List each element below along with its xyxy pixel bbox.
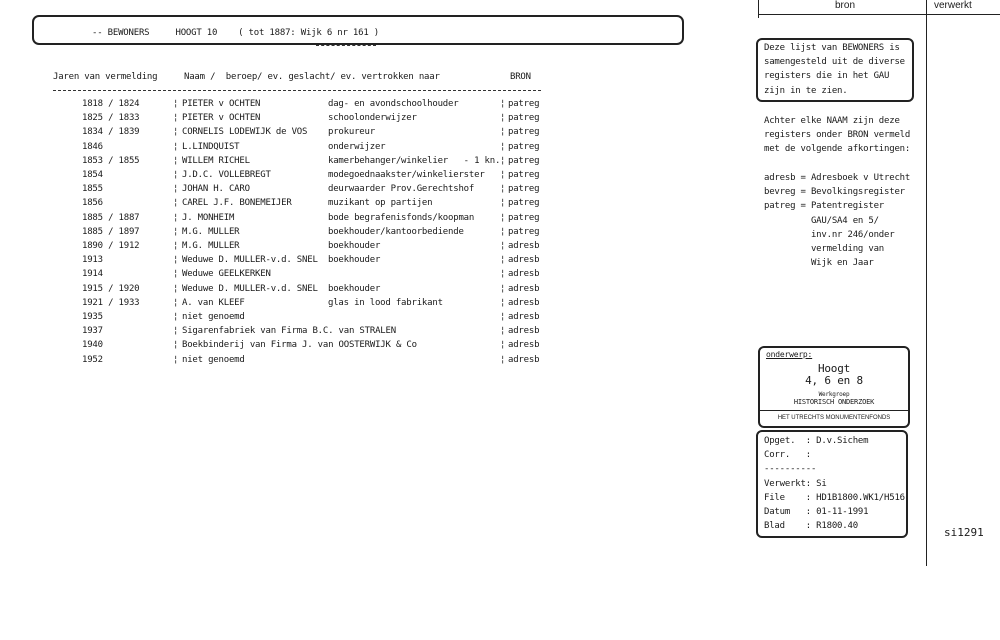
row-source: patreg: [508, 155, 540, 166]
row-separator: ¦: [173, 198, 179, 209]
row-source: adresb: [508, 241, 540, 251]
row-source: adresb: [508, 354, 540, 365]
intro-line: samengesteld uit de diverse: [764, 57, 905, 68]
meta-line: Opget. : D.v.Sichem: [764, 436, 869, 446]
row-separator: ¦: [500, 184, 506, 195]
row-separator: ¦: [173, 155, 179, 166]
legend-intro-line: met de volgende afkortingen:: [764, 144, 911, 155]
bron-label: bron: [834, 0, 855, 11]
rule: [926, 0, 927, 566]
row-source: patreg: [508, 99, 540, 109]
legend-line: bevreg = Bevolkingsregister: [764, 187, 905, 198]
row-separator: ¦: [500, 354, 506, 365]
row-years: 1890 / 1912: [82, 241, 140, 251]
page-code: si1291: [944, 526, 984, 539]
row-years: 1856: [82, 198, 103, 209]
row-separator: ¦: [173, 283, 179, 294]
intro-line: zijn in te zien.: [764, 85, 848, 96]
row-name: L.LINDQUIST: [182, 141, 240, 152]
row-occupation: muzikant op partijen: [328, 198, 433, 209]
row-years: 1885 / 1887: [82, 212, 140, 223]
card-onderwerp: onderwerp:: [766, 350, 813, 359]
row-separator: ¦: [500, 255, 506, 266]
row-separator: ¦: [500, 241, 506, 251]
meta-line: Datum : 01-11-1991: [764, 507, 869, 517]
row-separator: ¦: [500, 326, 506, 337]
row-occupation: glas in lood fabrikant: [328, 297, 443, 308]
row-years: 1885 / 1897: [82, 226, 140, 237]
row-separator: ¦: [173, 312, 179, 322]
row-occupation: schoolonderwijzer: [328, 113, 417, 124]
row-occupation: deurwaarder Prov.Gerechtshof: [328, 184, 475, 195]
row-source: patreg: [508, 141, 540, 152]
legend-intro-line: Achter elke NAAM zijn deze: [764, 116, 900, 126]
row-separator: ¦: [500, 141, 506, 152]
meta-line: ----------: [764, 464, 817, 475]
row-occupation: dag- en avondschoolhouder: [328, 99, 459, 109]
row-occupation: onderwijzer: [328, 141, 386, 152]
row-years: 1846: [82, 141, 103, 152]
meta-line: File : HD1B1800.WK1/H516: [764, 492, 905, 503]
row-source: adresb: [508, 283, 540, 294]
row-separator: ¦: [500, 127, 506, 138]
row-separator: ¦: [173, 340, 179, 351]
row-source: patreg: [508, 226, 540, 237]
row-years: 1825 / 1833: [82, 113, 140, 124]
row-years: 1940: [82, 340, 103, 351]
intro-line: Deze lijst van BEWONERS is: [764, 43, 900, 53]
row-name: Weduwe D. MULLER-v.d. SNEL: [182, 255, 318, 266]
column-years: Jaren van vermelding: [53, 72, 158, 82]
row-name: Weduwe GEELKERKEN: [182, 269, 271, 280]
row-years: 1915 / 1920: [82, 283, 140, 294]
row-separator: ¦: [500, 269, 506, 280]
row-separator: ¦: [173, 170, 179, 180]
row-years: 1834 / 1839: [82, 127, 140, 138]
row-years: 1855: [82, 184, 103, 195]
row-source: adresb: [508, 297, 540, 308]
row-separator: ¦: [500, 113, 506, 124]
row-occupation: bode begrafenisfonds/koopman: [328, 212, 475, 223]
divider-dashed: [53, 90, 541, 91]
row-separator: ¦: [173, 255, 179, 266]
row-separator: ¦: [500, 283, 506, 294]
row-separator: ¦: [173, 226, 179, 237]
row-years: 1935: [82, 312, 103, 322]
row-name: Boekbinderij van Firma J. van OOSTERWIJK & Co: [182, 340, 417, 351]
row-separator: ¦: [500, 198, 506, 209]
meta-line: Corr. :: [764, 450, 811, 461]
row-separator: ¦: [173, 269, 179, 280]
row-years: 1854: [82, 170, 103, 180]
row-years: 1937: [82, 326, 103, 337]
legend-line: Wijk en Jaar: [764, 258, 874, 269]
row-source: patreg: [508, 198, 540, 209]
row-occupation: boekhouder: [328, 241, 381, 251]
row-separator: ¦: [173, 141, 179, 152]
row-separator: ¦: [500, 312, 506, 322]
row-source: adresb: [508, 340, 540, 351]
row-separator: ¦: [500, 226, 506, 237]
document-title: -- BEWONERS HOOGT 10 ( tot 1887: Wijk 6 nr 161 ): [92, 28, 380, 38]
row-separator: ¦: [173, 113, 179, 124]
legend-intro-line: registers onder BRON vermeld: [764, 130, 911, 141]
row-occupation: boekhouder/kantoorbediende: [328, 226, 464, 237]
row-source: patreg: [508, 184, 540, 195]
row-separator: ¦: [173, 127, 179, 138]
legend-line: GAU/SA4 en 5/: [764, 215, 879, 226]
row-occupation: kamerbehanger/winkelier - 1 kn.: [328, 155, 501, 166]
row-name: niet genoemd: [182, 312, 245, 322]
row-name: M.G. MULLER: [182, 226, 240, 237]
row-separator: ¦: [500, 212, 506, 223]
row-name: niet genoemd: [182, 354, 245, 365]
row-separator: ¦: [173, 326, 179, 337]
row-source: adresb: [508, 269, 540, 280]
row-separator: ¦: [500, 170, 506, 180]
card-fonds: HET UTRECHTS MONUMENTENFONDS: [777, 415, 891, 421]
row-name: PIETER v OCHTEN: [182, 113, 261, 124]
legend-line: adresb = Adresboek v Utrecht: [764, 173, 911, 183]
card-subject-2: 4, 6 en 8: [805, 374, 863, 387]
card-werkgroep: Werkgroep: [818, 391, 850, 398]
row-name: WILLEM RICHEL: [182, 155, 250, 166]
row-name: M.G. MULLER: [182, 241, 240, 251]
row-separator: ¦: [173, 297, 179, 308]
legend-line: inv.nr 246/onder: [764, 229, 895, 240]
row-name: J.D.C. VOLLEBREGT: [182, 170, 271, 180]
row-years: 1853 / 1855: [82, 155, 140, 166]
row-name: Sigarenfabriek van Firma B.C. van STRALEN: [182, 326, 396, 337]
row-source: patreg: [508, 127, 540, 138]
row-name: JOHAN H. CARO: [182, 184, 250, 195]
row-occupation: prokureur: [328, 127, 375, 138]
row-source: patreg: [508, 212, 540, 223]
row-name: PIETER v OCHTEN: [182, 99, 261, 109]
row-years: 1818 / 1824: [82, 99, 140, 109]
row-occupation: boekhouder: [328, 255, 381, 266]
row-separator: ¦: [500, 99, 506, 109]
row-source: adresb: [508, 312, 540, 322]
row-name: J. MONHEIM: [182, 212, 235, 223]
row-separator: ¦: [173, 354, 179, 365]
row-separator: ¦: [173, 184, 179, 195]
legend-line: patreg = Patentregister: [764, 201, 885, 212]
legend-line: vermelding van: [764, 244, 885, 254]
row-occupation: modegoednaakster/winkelierster: [328, 170, 485, 180]
row-name: CORNELIS LODEWIJK de VOS: [182, 127, 308, 138]
row-separator: ¦: [173, 99, 179, 109]
rule: [758, 0, 759, 18]
card-historisch: HISTORISCH ONDERZOEK: [793, 398, 875, 406]
row-name: CAREL J.F. BONEMEIJER: [182, 198, 292, 209]
row-name: Weduwe D. MULLER-v.d. SNEL: [182, 283, 318, 294]
row-source: adresb: [508, 326, 540, 337]
card-divider: [758, 410, 910, 411]
row-separator: ¦: [173, 241, 179, 251]
row-years: 1952: [82, 354, 103, 365]
row-separator: ¦: [500, 155, 506, 166]
meta-line: Blad : R1800.40: [764, 521, 858, 532]
column-name: Naam / beroep/ ev. geslacht/ ev. vertrokken naar: [184, 72, 440, 82]
row-separator: ¦: [500, 340, 506, 351]
row-years: 1921 / 1933: [82, 297, 140, 308]
meta-line: Verwerkt: Si: [764, 478, 827, 489]
card-subject-1: Hoogt: [817, 362, 851, 375]
column-source: BRON: [510, 72, 531, 82]
intro-line: registers die in het GAU: [764, 71, 890, 82]
row-source: patreg: [508, 113, 540, 124]
row-occupation: boekhouder: [328, 283, 381, 294]
divider-short: [316, 45, 376, 46]
row-source: patreg: [508, 170, 540, 180]
row-name: A. van KLEEF: [182, 297, 245, 308]
verwerkt-label: verwerkt: [934, 0, 972, 11]
row-separator: ¦: [173, 212, 179, 223]
row-source: adresb: [508, 255, 540, 266]
row-years: 1913: [82, 255, 103, 266]
row-separator: ¦: [500, 297, 506, 308]
row-years: 1914: [82, 269, 103, 280]
